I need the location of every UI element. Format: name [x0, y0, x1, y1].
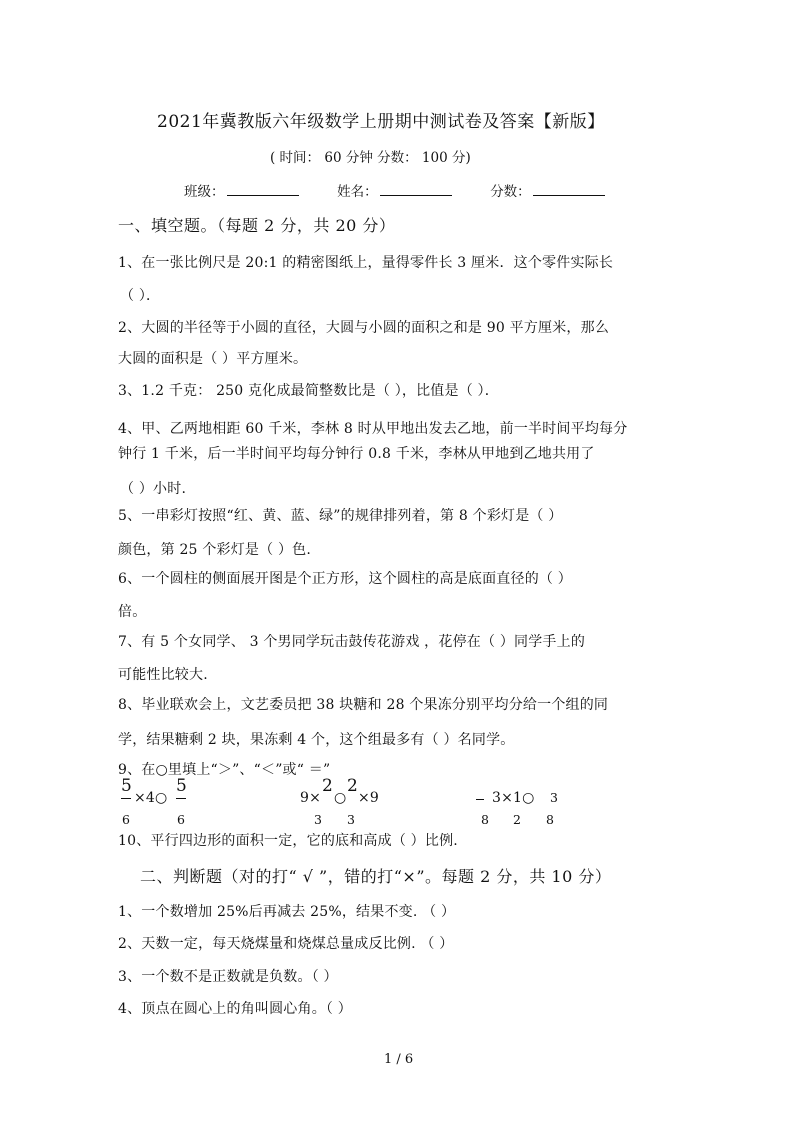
q9-a-numerator-1: 5: [121, 776, 132, 796]
s1-line-5: 4、甲、乙两地相距 60 千米，李林 8 时从甲地出发去乙地，前一半时间平均每分: [118, 421, 628, 437]
s1-line-1: （ ）．: [120, 288, 161, 304]
s1-line-2: 2、大圆的半径等于小圆的直径，大圆与小圆的面积之和是 90 平方厘米，那么: [118, 320, 610, 336]
q9-a-fraction-bar-1: [121, 798, 131, 799]
q9-c-denominator-1: 8: [481, 812, 489, 827]
score-blank[interactable]: [533, 183, 605, 196]
q9-b-right: ×9: [358, 790, 380, 806]
q9-b-numerator-2: 2: [347, 776, 358, 796]
q9-b-denominator-2: 3: [347, 812, 355, 827]
s1-line-8: 5、一串彩灯按照“红、黄、蓝、绿”的规律排列着，第 8 个彩灯是（ ）: [118, 508, 563, 524]
s1-line-13: 可能性比较大.: [118, 667, 208, 683]
name-label: 姓名：: [337, 184, 378, 200]
q9-c-fraction-bar-1: [476, 799, 484, 800]
page-number: 1 / 6: [384, 1052, 414, 1067]
q9-b-numerator-1: 2: [322, 776, 333, 796]
s2-line-3: 4、顶点在圆心上的角叫圆心角。（ ）: [118, 1001, 352, 1017]
s1-line-14: 8、毕业联欢会上，文艺委员把 38 块糖和 28 个果冻分别平均分给一个组的同: [118, 697, 609, 713]
s1-line-16: 9、在○里填上“＞”、“＜”或“ ＝”: [118, 762, 331, 778]
s1-line-12: 7、有 5 个女同学、 3 个男同学玩击鼓传花游戏 ，花停在（ ）同学手上的: [118, 634, 586, 650]
s1-line-3: 大圆的面积是（ ）平方厘米。: [118, 351, 308, 367]
s1-line-11: 倍。: [118, 604, 147, 620]
section1-heading: 一、填空题。（每题 2 分，共 20 分）: [118, 216, 396, 235]
s1-line-7: （ ）小时.: [120, 481, 187, 497]
q9-a-denominator-2: 6: [177, 812, 185, 827]
q9-b-denominator-1: 3: [314, 812, 322, 827]
document-title: 2021年冀教版六年级数学上册期中测试卷及答案【新版】: [157, 112, 605, 132]
s2-line-0: 1、一个数增加 25%后再减去 25%，结果不变. （ ）: [118, 904, 456, 920]
q9-a-operator: ×4○: [134, 790, 168, 806]
s1-line-4: 3、1.2 千克： 250 克化成最简整数比是（ ），比值是（ ）．: [118, 383, 499, 399]
s1-question-10: 10、平行四边形的面积一定，它的底和高成（ ）比例.: [118, 833, 458, 849]
q9-c-text: 3×1○: [492, 790, 535, 806]
s2-line-1: 2、天数一定，每天烧煤量和烧煤总量成反比例. （ ）: [118, 936, 454, 952]
class-blank[interactable]: [227, 183, 299, 196]
class-label: 班级：: [184, 184, 225, 200]
q9-c-denominator-3: 8: [546, 812, 554, 827]
q9-a-numerator-2: 5: [176, 776, 187, 796]
s2-line-2: 3、一个数不是正数就是负数。（ ）: [118, 969, 338, 985]
q9-c-denominator-2: 2: [513, 812, 521, 827]
time-score-info: ( 时间： 60 分钟 分数： 100 分): [270, 150, 471, 166]
s1-line-10: 6、一个圆柱的侧面展开图是个正方形，这个圆柱的高是底面直径的（ ）: [118, 571, 572, 587]
score-label: 分数：: [490, 184, 531, 200]
q9-b-circle[interactable]: ○: [334, 790, 347, 806]
s1-line-6: 钟行 1 千米，后一半时间平均每分钟行 0.8 千米，李林从甲地到乙地共用了: [118, 446, 595, 462]
q9-c-numerator: 3: [550, 790, 558, 805]
q9-b-left: 9×: [300, 790, 322, 806]
q9-a-denominator-1: 6: [122, 812, 130, 827]
q9-a-fraction-bar-2: [176, 798, 186, 799]
s1-line-9: 颜色，第 25 个彩灯是（ ）色.: [118, 542, 312, 558]
section2-heading: 二、判断题（对的打“ √ ”，错的打“×”。每题 2 分，共 10 分）: [140, 867, 612, 886]
s1-line-0: 1、在一张比例尺是 20:1 的精密图纸上，量得零件长 3 厘米．这个零件实际长: [118, 255, 614, 271]
name-blank[interactable]: [380, 183, 452, 196]
student-info-row: [184, 180, 605, 200]
s1-line-15: 学，结果糖剩 2 块，果冻剩 4 个，这个组最多有（ ）名同学。: [118, 732, 515, 748]
